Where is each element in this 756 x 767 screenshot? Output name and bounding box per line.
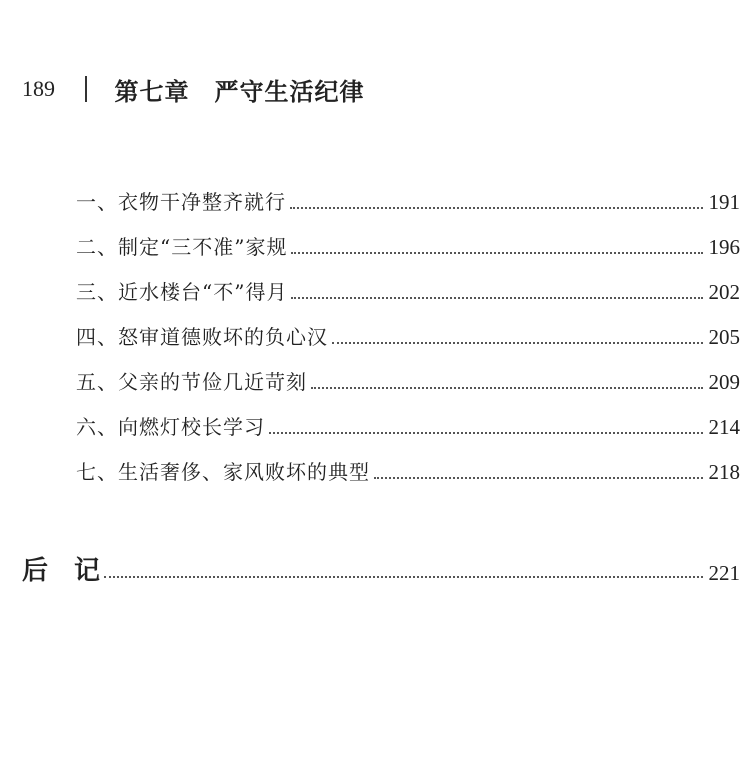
toc-entry-page: 205 [708,325,740,349]
toc-entry-label: 四、怒审道德败坏的负心汉 [76,325,328,349]
afterword-title: 后 记 [22,556,101,586]
toc-entry-page: 209 [708,370,740,394]
dot-leader [290,206,703,209]
chapter-title: 第七章 严守生活纪律 [114,76,365,106]
toc-entry[interactable] [76,352,740,397]
toc-entry-page: 196 [708,235,740,259]
toc-entry[interactable] [76,172,740,217]
toc-entry-page: 218 [708,460,740,484]
chapter-header [22,72,365,106]
dot-leader [374,476,703,479]
toc-entry-label: 六、向燃灯校长学习 [76,415,265,439]
chapter-divider [85,76,87,102]
toc-entry[interactable] [76,217,740,262]
toc-entry[interactable] [76,307,740,352]
toc-entry[interactable] [76,262,740,307]
dot-leader [269,431,703,434]
toc-entry[interactable] [76,397,740,442]
toc-entry-page: 214 [708,415,740,439]
toc-entry-label: 七、生活奢侈、家风败坏的典型 [76,460,370,484]
dot-leader [332,341,703,344]
afterword-page: 221 [708,561,740,585]
toc-entry-page: 191 [708,190,740,214]
dot-leader [291,296,702,299]
toc-entry-label: 一、衣物干净整齐就行 [76,190,286,214]
dot-leader [104,575,702,578]
toc-entry-label: 五、父亲的节俭几近苛刻 [76,370,307,394]
dot-leader [311,386,703,389]
afterword-entry[interactable] [22,552,740,588]
toc-list [76,172,740,487]
dot-leader [291,251,702,254]
toc-entry-label: 三、近水楼台“不”得月 [76,280,288,304]
toc-entry-page: 202 [708,280,740,304]
chapter-page-number: 189 [22,76,55,101]
toc-entry-label: 二、制定“三不准”家规 [76,235,288,259]
toc-entry[interactable] [76,442,740,487]
